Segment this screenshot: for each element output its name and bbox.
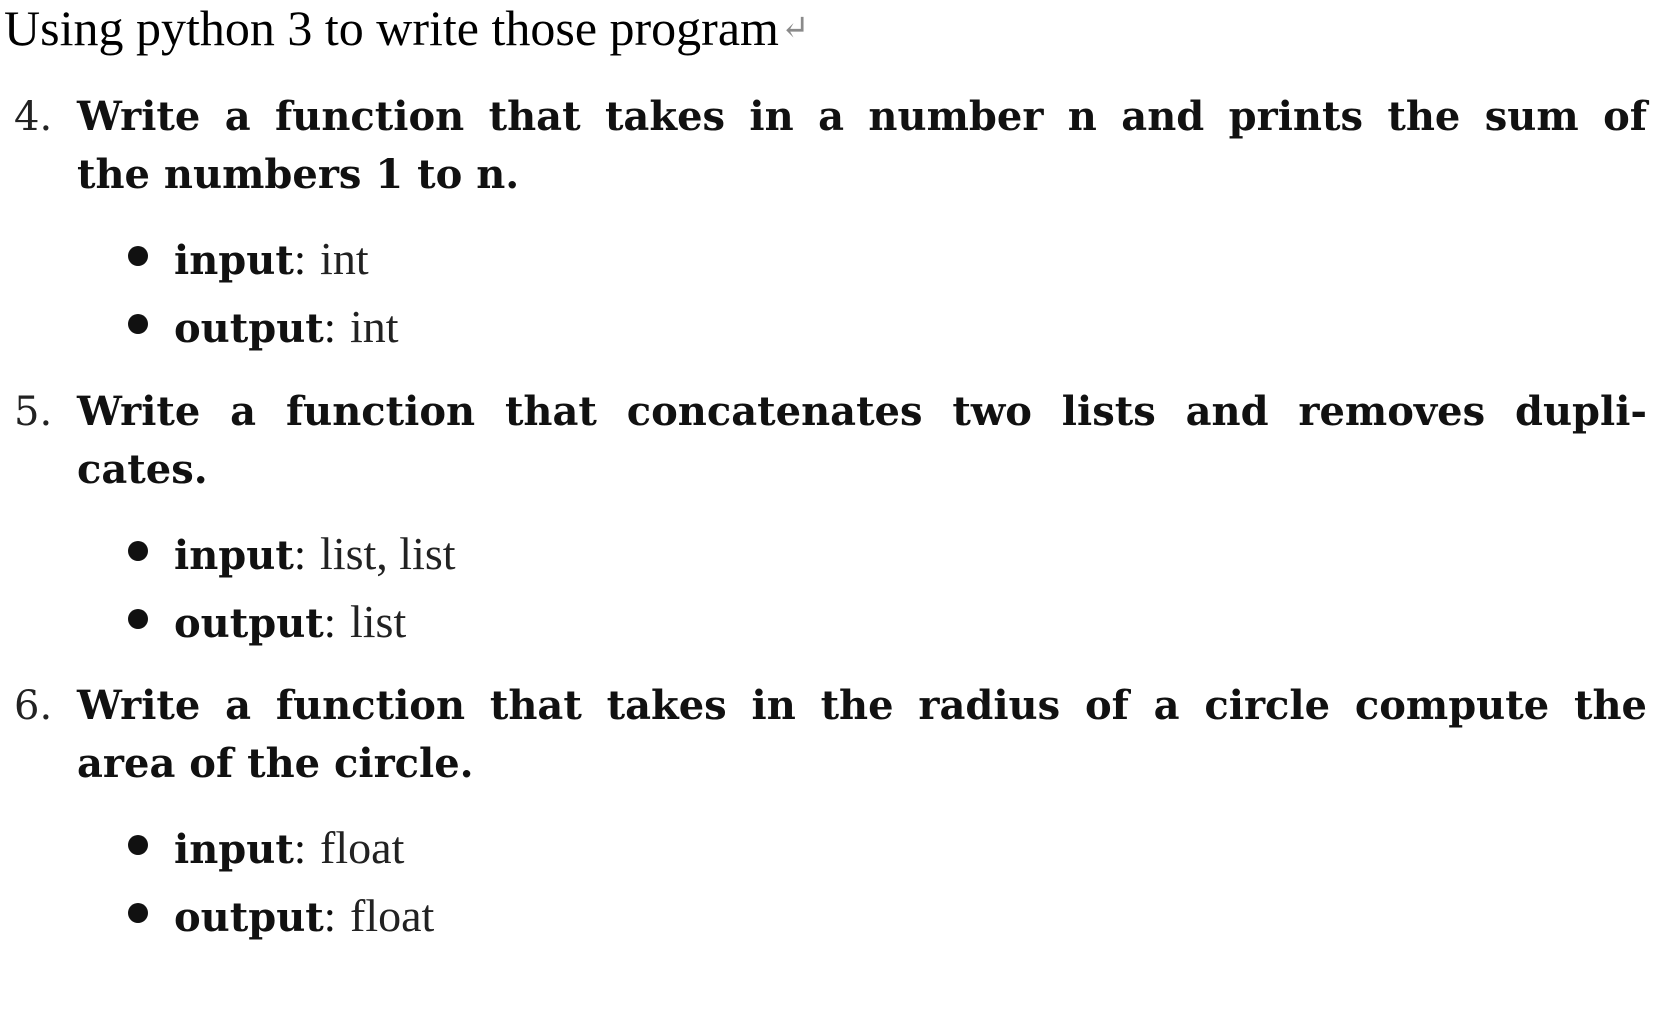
bullet-dot-icon (128, 541, 148, 561)
bullet-value: list, list (320, 528, 456, 579)
bullet-key: input (174, 826, 294, 873)
bullet-key: input (174, 237, 294, 284)
question-line-2: area of the circle. (77, 740, 474, 787)
bullet-dot-icon (128, 314, 148, 334)
bullet-dot-icon (128, 246, 148, 266)
bullet-value: int (350, 301, 399, 352)
question-number: 5. (14, 389, 53, 435)
bullet-dot-icon (128, 835, 148, 855)
bullet-output (128, 597, 406, 649)
question-line-1: Write a function that takes in a number n and prints the sum of (77, 93, 1647, 140)
question-line-1: Write a function that concatenates two lists and removes dupli- (77, 388, 1647, 435)
document-header (4, 0, 809, 57)
bullet-input (128, 529, 456, 581)
question-line-2: cates. (77, 446, 208, 493)
bullet-colon: : (293, 235, 307, 284)
bullet-key: output (174, 894, 324, 941)
bullet-dot-icon (128, 609, 148, 629)
header-text: Using python 3 to write those program (4, 0, 779, 56)
bullet-value: list (350, 596, 407, 647)
bullet-colon: : (323, 598, 336, 647)
bullet-output (128, 891, 434, 943)
bullet-colon: : (323, 892, 336, 941)
bullet-value: float (320, 822, 405, 873)
question-text (77, 677, 1647, 793)
bullet-dot-icon (128, 903, 148, 923)
bullet-key: output (174, 600, 324, 647)
question-text (77, 88, 1647, 204)
question-line-1: Write a function that takes in the radius of a circle compute the (77, 682, 1647, 729)
bullet-input (128, 823, 404, 875)
question-text (77, 383, 1647, 499)
bullet-input (128, 234, 369, 286)
bullet-colon: : (323, 303, 336, 352)
bullet-colon: : (293, 530, 307, 579)
bullet-key: output (174, 305, 324, 352)
question-number: 6. (14, 683, 53, 729)
bullet-key: input (174, 532, 294, 579)
bullet-colon: : (293, 824, 307, 873)
question-number: 4. (14, 94, 53, 140)
bullet-value: int (320, 233, 369, 284)
bullet-output (128, 302, 399, 354)
bullet-value: float (350, 890, 435, 941)
paragraph-return-mark-icon: ↵ (780, 10, 810, 47)
question-line-2: the numbers 1 to n. (77, 151, 520, 198)
